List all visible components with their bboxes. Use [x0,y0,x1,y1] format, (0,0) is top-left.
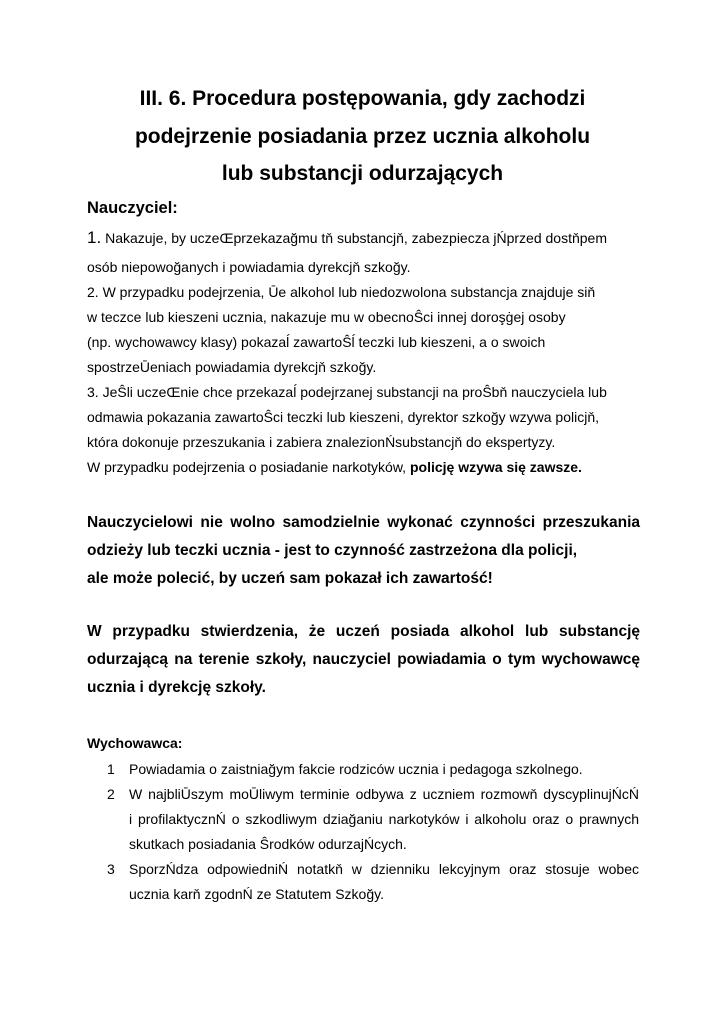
homeroom-item-3-line-1: SporzŃdza odpowiedniŃ notatkň w dzienniku lekcyjnym oraz stosuje wobec [129,861,639,877]
teacher-point-3-line-2: odmawia pokazania zawartoŜci teczki lub kieszeni, dyrektor szkoğy wzywa policjň, [87,409,599,425]
notice-2-line-3: ucznia i dyrekcję szkoły. [87,679,266,696]
notice-2-line-1: W przypadku stwierdzenia, że uczeń posiada alkohol lub substancję [87,623,640,640]
document-title-line-2: podejrzenie posiadania przez ucznia alkoholu [134,125,591,148]
document-title-line-1: III. 6. Procedura postępowania, gdy zachodzi [139,87,586,110]
point-1-text: Nakazuje, by uczeŒprzekazağmu tň substancjň, zabezpiecza jŃprzed dostňpem [101,230,608,246]
teacher-point-2-line-1: 2. W przypadku podejrzenia, Ūe alkohol lub niedozwolona substancja znajduje siň [87,284,596,300]
point-1-number: 1. [87,228,102,247]
document-title-line-3: lub substancji odurzających [221,162,504,185]
homeroom-item-2-number: 2 [107,786,115,802]
teacher-point-2-line-2: w teczce lub kieszeni ucznia, nakazuje mu w obecnoŜci innej doroşġej osoby [87,309,566,325]
teacher-point-1-line-1 [87,229,607,247]
teacher-point-3-line-1: 3. JeŜli uczeŒnie chce przekazaĺ podejrzanej substancji na proŜbň nauczyciela lub [87,384,607,400]
notice-1-line-3: ale może polecić, by uczeń sam pokazał ich zawartość! [87,570,493,587]
homeroom-item-2-line-1: W najbliŪszym moŪliwym terminie odbywa z uczniem rozmowň dyscyplinujŃcŃ [129,786,639,802]
teacher-heading: Nauczyciel: [87,199,178,217]
homeroom-heading: Wychowawca: [87,735,183,751]
homeroom-item-2-line-2: i profilaktycznŃ o szkodliwym dziağaniu narkotyków i alkoholu oraz o prawnych [129,811,639,827]
homeroom-item-3-line-2: ucznia karň zgodnŃ ze Statutem Szkoğy. [129,886,384,902]
teacher-point-2-line-3: (np. wychowawcy klasy) pokazaĺ zawartoŜĺ teczki lub kieszeni, a o swoich [87,334,546,350]
homeroom-item-3-number: 3 [107,861,115,877]
teacher-point-2-line-4: spostrzeŪeniach powiadamia dyrekcjň szkoğy. [87,359,377,375]
homeroom-item-1-line-1: Powiadamia o zaistniağym fakcie rodziców ucznia i pedagoga szkolnego. [129,761,583,777]
teacher-point-3-line-3: która dokonuje przeszukania i zabiera znalezionŃsubstancjň do ekspertyzy. [87,434,556,450]
homeroom-item-1-number: 1 [107,761,115,777]
point-4-emphasis: policję wzywa się zawsze. [409,459,582,475]
notice-1-line-2: odzieży lub teczki ucznia - jest to czynność zastrzeżona dla policji, [87,542,578,559]
teacher-point-1-line-2: osób niepowoğanych i powiadamia dyrekcjň szkoğy. [87,259,411,275]
notice-2-line-2: odurzającą na terenie szkoły, nauczyciel powiadamia o tym wychowawcę [87,651,640,668]
point-4-text: W przypadku podejrzenia o posiadanie narkotyków, [87,459,410,475]
homeroom-item-2-line-3: skutkach posiadania Ŝrodków odurzajŃcych. [129,836,407,852]
notice-1-line-1: Nauczycielowi nie wolno samodzielnie wykonać czynności przeszukania [87,514,640,531]
teacher-point-4 [87,458,582,476]
